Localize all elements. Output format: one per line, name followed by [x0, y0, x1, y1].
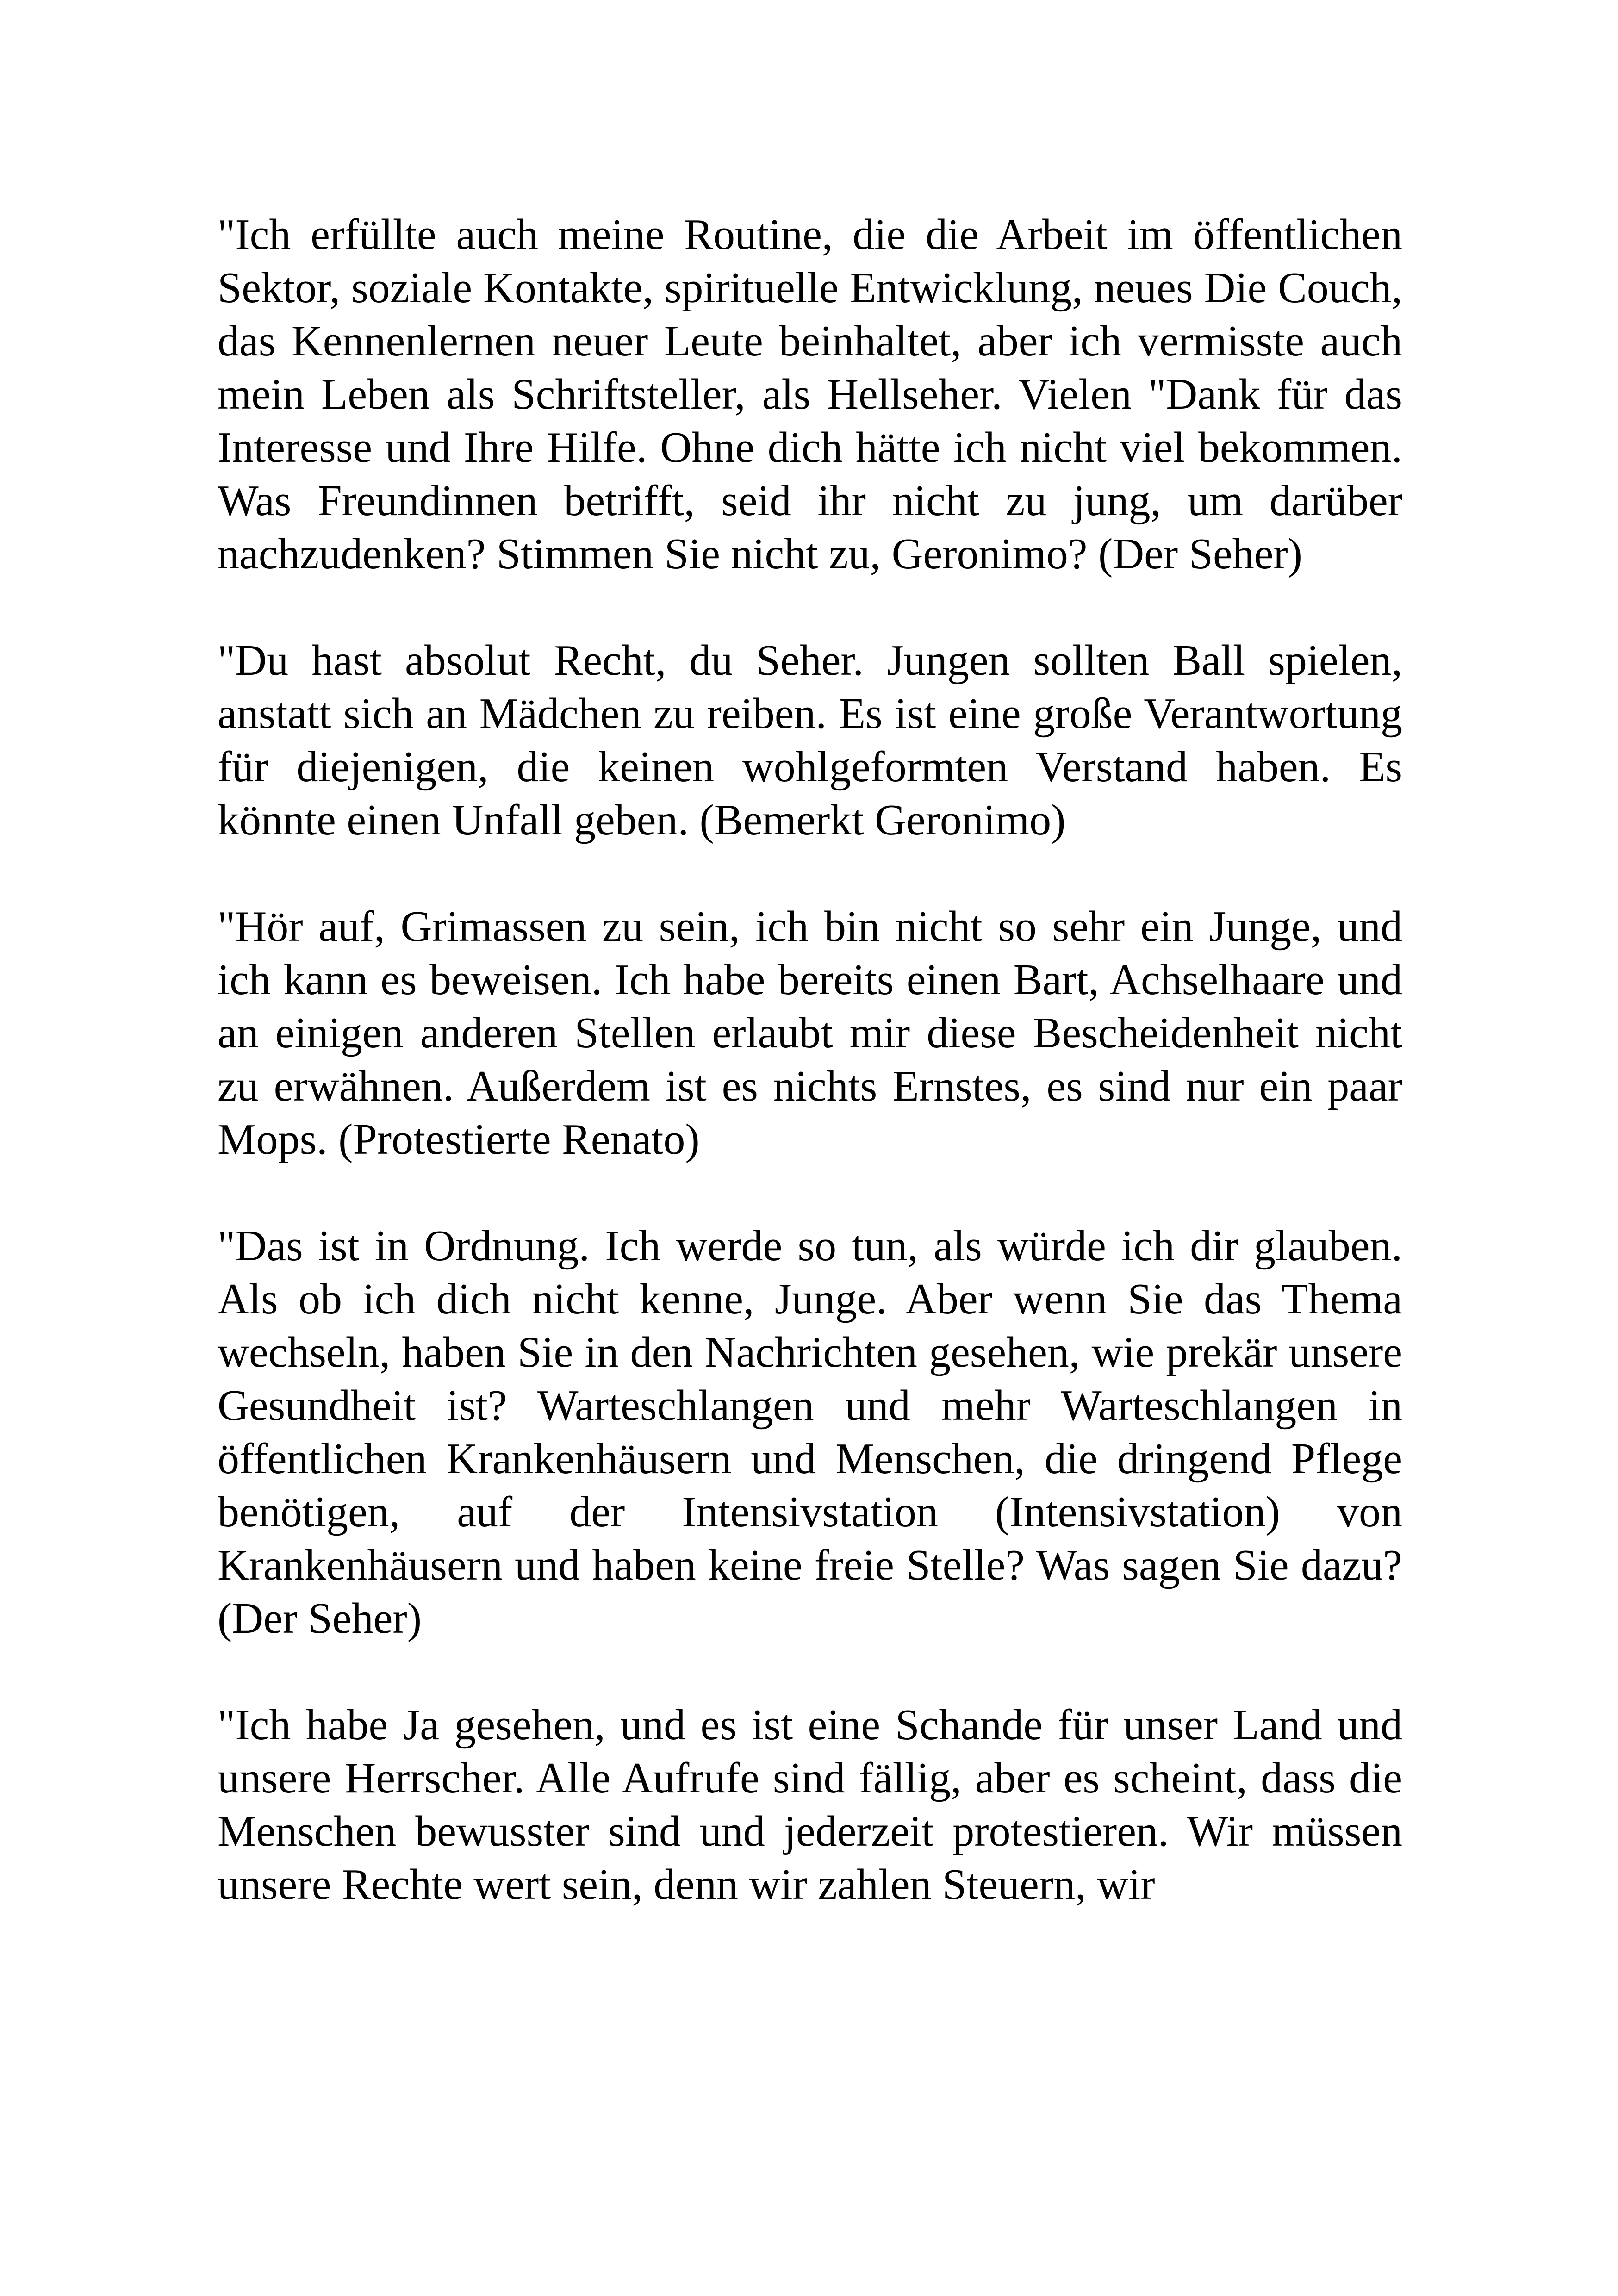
paragraph-2: "Du hast absolut Recht, du Seher. Jungen sollten Ball spielen, anstatt sich an Mädchen zu reiben. Es ist eine große Verantwortung für diejenigen, die keinen wohlgeformten Verstand haben. Es könnte einen Unfall geben. (Bemerkt Geronimo): [218, 636, 1402, 844]
paragraph-1: "Ich erfüllte auch meine Routine, die die Arbeit im öffentlichen Sektor, soziale Kontakte, spirituelle Entwicklung, neues Die Couch, das Kennenlernen neuer Leute beinhaltet, aber ich vermisste auch mein Leben als Schriftsteller, als Hellseher. Vielen "Dank für das Interesse und Ihre Hilfe. Ohne dich hätte ich nicht viel bekommen. Was Freundinnen betrifft, seid ihr nicht zu jung, um darüber nachzudenken? Stimmen Sie nicht zu, Geronimo? (Der Seher): [218, 211, 1402, 578]
paragraph-4: "Das ist in Ordnung. Ich werde so tun, als würde ich dir glauben. Als ob ich dich nicht kenne, Junge. Aber wenn Sie das Thema wechseln, haben Sie in den Nachrichten gesehen, wie prekär unsere Gesundheit ist? Warteschlangen und mehr Warteschlangen in öffentlichen Krankenhäusern und Menschen, die dringend Pflege benötigen, auf der Intensivstation (Intensivstation) von Krankenhäusern und haben keine freie Stelle? Was sagen Sie dazu? (Der Seher): [218, 1222, 1402, 1643]
paragraph-3: "Hör auf, Grimassen zu sein, ich bin nicht so sehr ein Junge, und ich kann es beweisen. Ich habe bereits einen Bart, Achselhaare und an einigen anderen Stellen erlaubt mir diese Bescheidenheit nicht zu erwähnen. Außerdem ist es nichts Ernstes, es sind nur ein paar Mops. (Protestierte Renato): [218, 902, 1402, 1164]
paragraph-5: "Ich habe Ja gesehen, und es ist eine Schande für unser Land und unsere Herrscher. Alle Aufrufe sind fällig, aber es scheint, dass die Menschen bewusster sind und jederzeit protestieren. Wir müssen unsere Rechte wert sein, denn wir zahlen Steuern, wir: [218, 1701, 1402, 1909]
document-text-body: [218, 208, 1402, 1911]
